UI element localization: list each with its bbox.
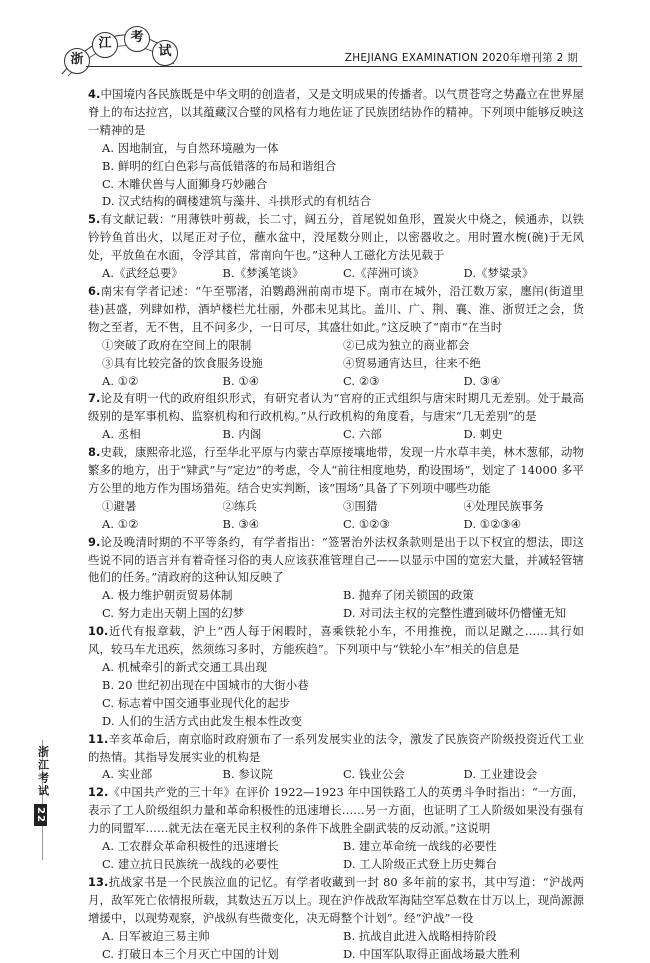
- question-text: 近代有报章载，沪上“西人每于闲暇时，喜乘铁轮小车，不用推挽，而以足蹴之……其行如风，较马车尤迅疾，然须练习多时，方能疾趋”。下列项中与“铁轮小车”相关的信息是: [88, 624, 584, 656]
- option-group: [102, 516, 584, 534]
- answer-option: C. 努力走出天朝上国的幻梦: [102, 605, 343, 623]
- question-stem: [88, 874, 584, 928]
- answer-option: ④处理民族事务: [464, 498, 585, 516]
- question-text: 史载，康熙帝北巡，行至华北平原与内蒙古草原接壤地带，发现一片水草丰美，林木葱郁，动物繁多的地方，出于“肄武”与“定边”的考虑，令人“前往相度地势，酌设围场”，划定了 14000 多平方公里的地方作为围场猎苑。结合史实判断，该“围场”具备了下列项中哪些功能: [88, 445, 584, 495]
- answer-option: D. 刺史: [464, 426, 585, 444]
- answer-option: D. 工人阶级正式登上历史舞台: [343, 856, 584, 874]
- answer-option: C. 标志着中国交通事业现代化的起步: [102, 695, 584, 713]
- answer-option: C.《萍洲可谈》: [343, 265, 464, 283]
- logo-char: 考: [124, 26, 150, 52]
- answer-option: B. 抛弃了闭关锁国的政策: [343, 587, 584, 605]
- side-tab: [34, 746, 52, 826]
- answer-option: B. ③④: [223, 516, 344, 534]
- answer-option: D. ①②③④: [464, 516, 585, 534]
- question-number: 4.: [88, 87, 100, 101]
- answer-option: B. 抗战自此进入战略相持阶段: [343, 928, 584, 946]
- question-number: 12.: [88, 785, 108, 799]
- answer-option: D. ③④: [464, 373, 585, 391]
- answer-option: ②练兵: [223, 498, 344, 516]
- question-number: 5.: [88, 212, 100, 226]
- option-group: [102, 426, 584, 444]
- answer-option: D. 中国军队取得正面战场最大胜利: [343, 946, 584, 963]
- answer-option: A. 丞相: [102, 426, 223, 444]
- answer-option: D.《梦粱录》: [464, 265, 585, 283]
- question-stem: [88, 534, 584, 588]
- question-number: 9.: [88, 535, 100, 549]
- question-stem: [88, 211, 584, 265]
- option-group: [102, 587, 584, 623]
- answer-option: D. 工业建设会: [464, 766, 585, 784]
- question-stem: [88, 784, 584, 838]
- question-stem: [88, 86, 584, 140]
- question-list: [88, 86, 584, 963]
- answer-option: A. 因地制宜，与自然环境融为一体: [102, 140, 584, 158]
- header-divider: [86, 66, 582, 67]
- option-group: [102, 498, 584, 516]
- question-text: 南宋有学者记述：“午至鄂渚，泊鹦鹉洲前南市堤下。南市在城外，沿江数万家，廛闬(街道里巷)甚盛，列肆如栉，酒垆楼栏尤壮丽，外郡未见其比。盖川、广、荆、襄、淮、浙贸迁之会，货物之至者，无不售，且不问多少，一日可尽，其盛壮如此。”这反映了“南市”在当时: [88, 284, 584, 334]
- journal-logo: [58, 16, 178, 78]
- option-group: [102, 928, 584, 963]
- logo-char: 试: [152, 40, 178, 66]
- answer-option: B. 鲜明的红白色彩与高低错落的布局和谐组合: [102, 158, 584, 176]
- answer-option: C. ②③: [343, 373, 464, 391]
- answer-option: D. 人们的生活方式由此发生根本性改变: [102, 713, 584, 731]
- question-stem: [88, 623, 584, 659]
- answer-option: ③具有比较完备的饮食服务设施: [102, 355, 343, 373]
- option-group: [102, 838, 584, 874]
- answer-option: A. ①②: [102, 516, 223, 534]
- question-text: 论及有明一代的政府组织形式，有研究者认为“官府的正式组织与唐宋时期几无差别。处于最高级别的是军事机构、监察机构和行政机构。”从行政机构的角度看，与唐宋“几无差别”的是: [88, 391, 584, 423]
- option-group: [102, 766, 584, 784]
- answer-option: ①突破了政府在空间上的限制: [102, 337, 343, 355]
- answer-option: C. 打破日本三个月灭亡中国的计划: [102, 946, 343, 963]
- question-number: 10.: [88, 624, 108, 638]
- question-stem: [88, 731, 584, 767]
- option-group: [102, 265, 584, 283]
- question-number: 13.: [88, 875, 108, 889]
- question-text: 辛亥革命后，南京临时政府颁布了一系列发展实业的法令，激发了民族资产阶级投资近代工业的热情。其指导发展实业的机构是: [88, 732, 584, 764]
- page-number: 22: [34, 804, 47, 826]
- answer-option: B. 参议院: [223, 766, 344, 784]
- question-number: 7.: [88, 391, 100, 405]
- logo-char: 江: [92, 32, 118, 58]
- question-stem: [88, 444, 584, 498]
- question-number: 8.: [88, 445, 100, 459]
- answer-option: B. ①④: [223, 373, 344, 391]
- question-text: 论及晚清时期的不平等条约，有学者指出：“签署治外法权条款则是出于以下权宜的想法，即这些说不同的语言并有着奇怪习俗的夷人应该获准管理自己——以显示中国的宽宏大量，并减轻管辖他们的任务。”清政府的这种认知反映了: [88, 535, 584, 585]
- answer-option: D. 对司法主权的完整性遭到破坏仍懵懂无知: [343, 605, 584, 623]
- answer-option: A. ①②: [102, 373, 223, 391]
- answer-option: C. 建立抗日民族统一战线的必要性: [102, 856, 343, 874]
- question-stem: [88, 390, 584, 426]
- answer-option: A. 机械牵引的新式交通工具出现: [102, 659, 584, 677]
- answer-option: ④贸易通宵达旦，往来不绝: [343, 355, 584, 373]
- answer-option: A. 工农群众革命积极性的迅速增长: [102, 838, 343, 856]
- option-group: [102, 337, 584, 373]
- question-text: 中国境内各民族既是中华文明的创造者，又是文明成果的传播者。以气贯苍穹之势矗立在世界屋脊上的布达拉宫，以其蕴藏汉合璧的风格有力地佐证了民族团结协作的精神。下列项中能够反映这一精神的是: [88, 87, 584, 137]
- answer-option: D. 汉式结构的碉楼建筑与藻井、斗拱形式的有机结合: [102, 193, 584, 211]
- logo-char: 浙: [64, 48, 90, 74]
- answer-option: ③围猎: [343, 498, 464, 516]
- answer-option: C. 钱业公会: [343, 766, 464, 784]
- answer-option: B.《梦溪笔谈》: [223, 265, 344, 283]
- answer-option: C. 六部: [343, 426, 464, 444]
- question-text: 有文献记载：“用薄铁叶剪裁，长二寸，阔五分，首尾锐如鱼形，置炭火中烧之，候通赤，以铁钤钤鱼首出火，以尾正对子位，蘸水盆中，没尾数分则止，以密器收之。用时置水椀(碗)于无风处，平放鱼在水面，令浮其首，常南向午也。”这种人工磁化方法见载于: [88, 212, 584, 262]
- answer-option: A. 极力维护朝贡贸易体制: [102, 587, 343, 605]
- answer-option: ①避暑: [102, 498, 223, 516]
- answer-option: A. 实业部: [102, 766, 223, 784]
- side-tab-title: 浙江考试: [37, 746, 50, 798]
- question-number: 6.: [88, 284, 100, 298]
- answer-option: A.《武经总要》: [102, 265, 223, 283]
- answer-option: A. 日军被迫三易主帅: [102, 928, 343, 946]
- journal-header: ZHEJIANG EXAMINATION 2020年增刊第 2 期: [345, 50, 578, 65]
- answer-option: B. 建立革命统一战线的必要性: [343, 838, 584, 856]
- answer-option: B. 20 世纪初出现在中国城市的大街小巷: [102, 677, 584, 695]
- answer-option: C. 木雕伏兽与人面狮身巧妙融合: [102, 176, 584, 194]
- answer-option: ②已成为独立的商业都会: [343, 337, 584, 355]
- answer-option: B. 内阁: [223, 426, 344, 444]
- question-stem: [88, 283, 584, 337]
- question-text: 《中国共产党的三十年》在评价 1922—1923 年中国铁路工人的英勇斗争时指出：“一方面，表示了工人阶级组织力量和革命积极性的迅速增长……另一方面，也证明了工人阶级如果没有强有力的同盟军……就无法在毫无民主权利的条件下战胜全副武装的反动派。”这说明: [88, 785, 584, 835]
- answer-option: C. ①②③: [343, 516, 464, 534]
- question-text: 抗战家书是一个民族泣血的记忆。有学者收藏到一封 80 多年前的家书，其中写道：“沪战两月，敌军死亡依情报所载，其数达五万以上。现在沪作战敌军海陆空军总数在廿万以上，现尚源源增援中，以现势观察，沪战纵有些微变化，决无碍整个计划”。经“沪战”一役: [88, 875, 584, 925]
- option-group: [102, 373, 584, 391]
- question-number: 11.: [88, 732, 108, 746]
